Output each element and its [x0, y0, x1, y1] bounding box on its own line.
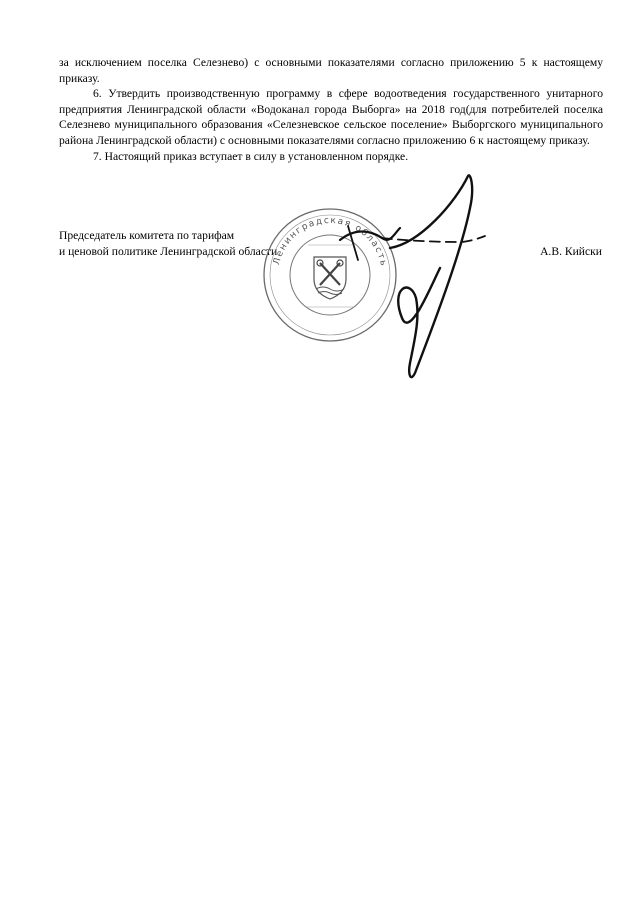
handwritten-signature [330, 168, 490, 388]
paragraph-text: 6. Утвердить производственную программу в сфере водоотведения государственного унитарного предприятия Ленинградской области «Водоканал города Выборга» на 2018 год(для потребителей поселка Селезнево муниципального образования «Селезневское сельское поселение» Выборгского муниципального района Ленинградской области) с основными показателями согласно приложению 6 к настоящему приказу. [59, 87, 603, 147]
paragraph-text: 7. Настоящий приказ вступает в силу в установленном порядке. [93, 150, 409, 163]
paragraph-text: за исключением поселка Селезнево) с основными показателями согласно приложению 5 к настоящему приказу. [59, 56, 603, 85]
paragraph-6 [59, 86, 603, 148]
signatory-title-line-1: Председатель комитета по тарифам [59, 229, 235, 242]
signatory-title-line-2: и ценовой политике Ленинградской области [59, 245, 278, 258]
signatory-title [59, 228, 277, 260]
seal-text: Ленинградская область [271, 215, 389, 269]
signatory-name: А.В. Кийски [540, 245, 602, 258]
paragraph-7 [59, 149, 603, 165]
paragraph-continuation [59, 55, 603, 86]
